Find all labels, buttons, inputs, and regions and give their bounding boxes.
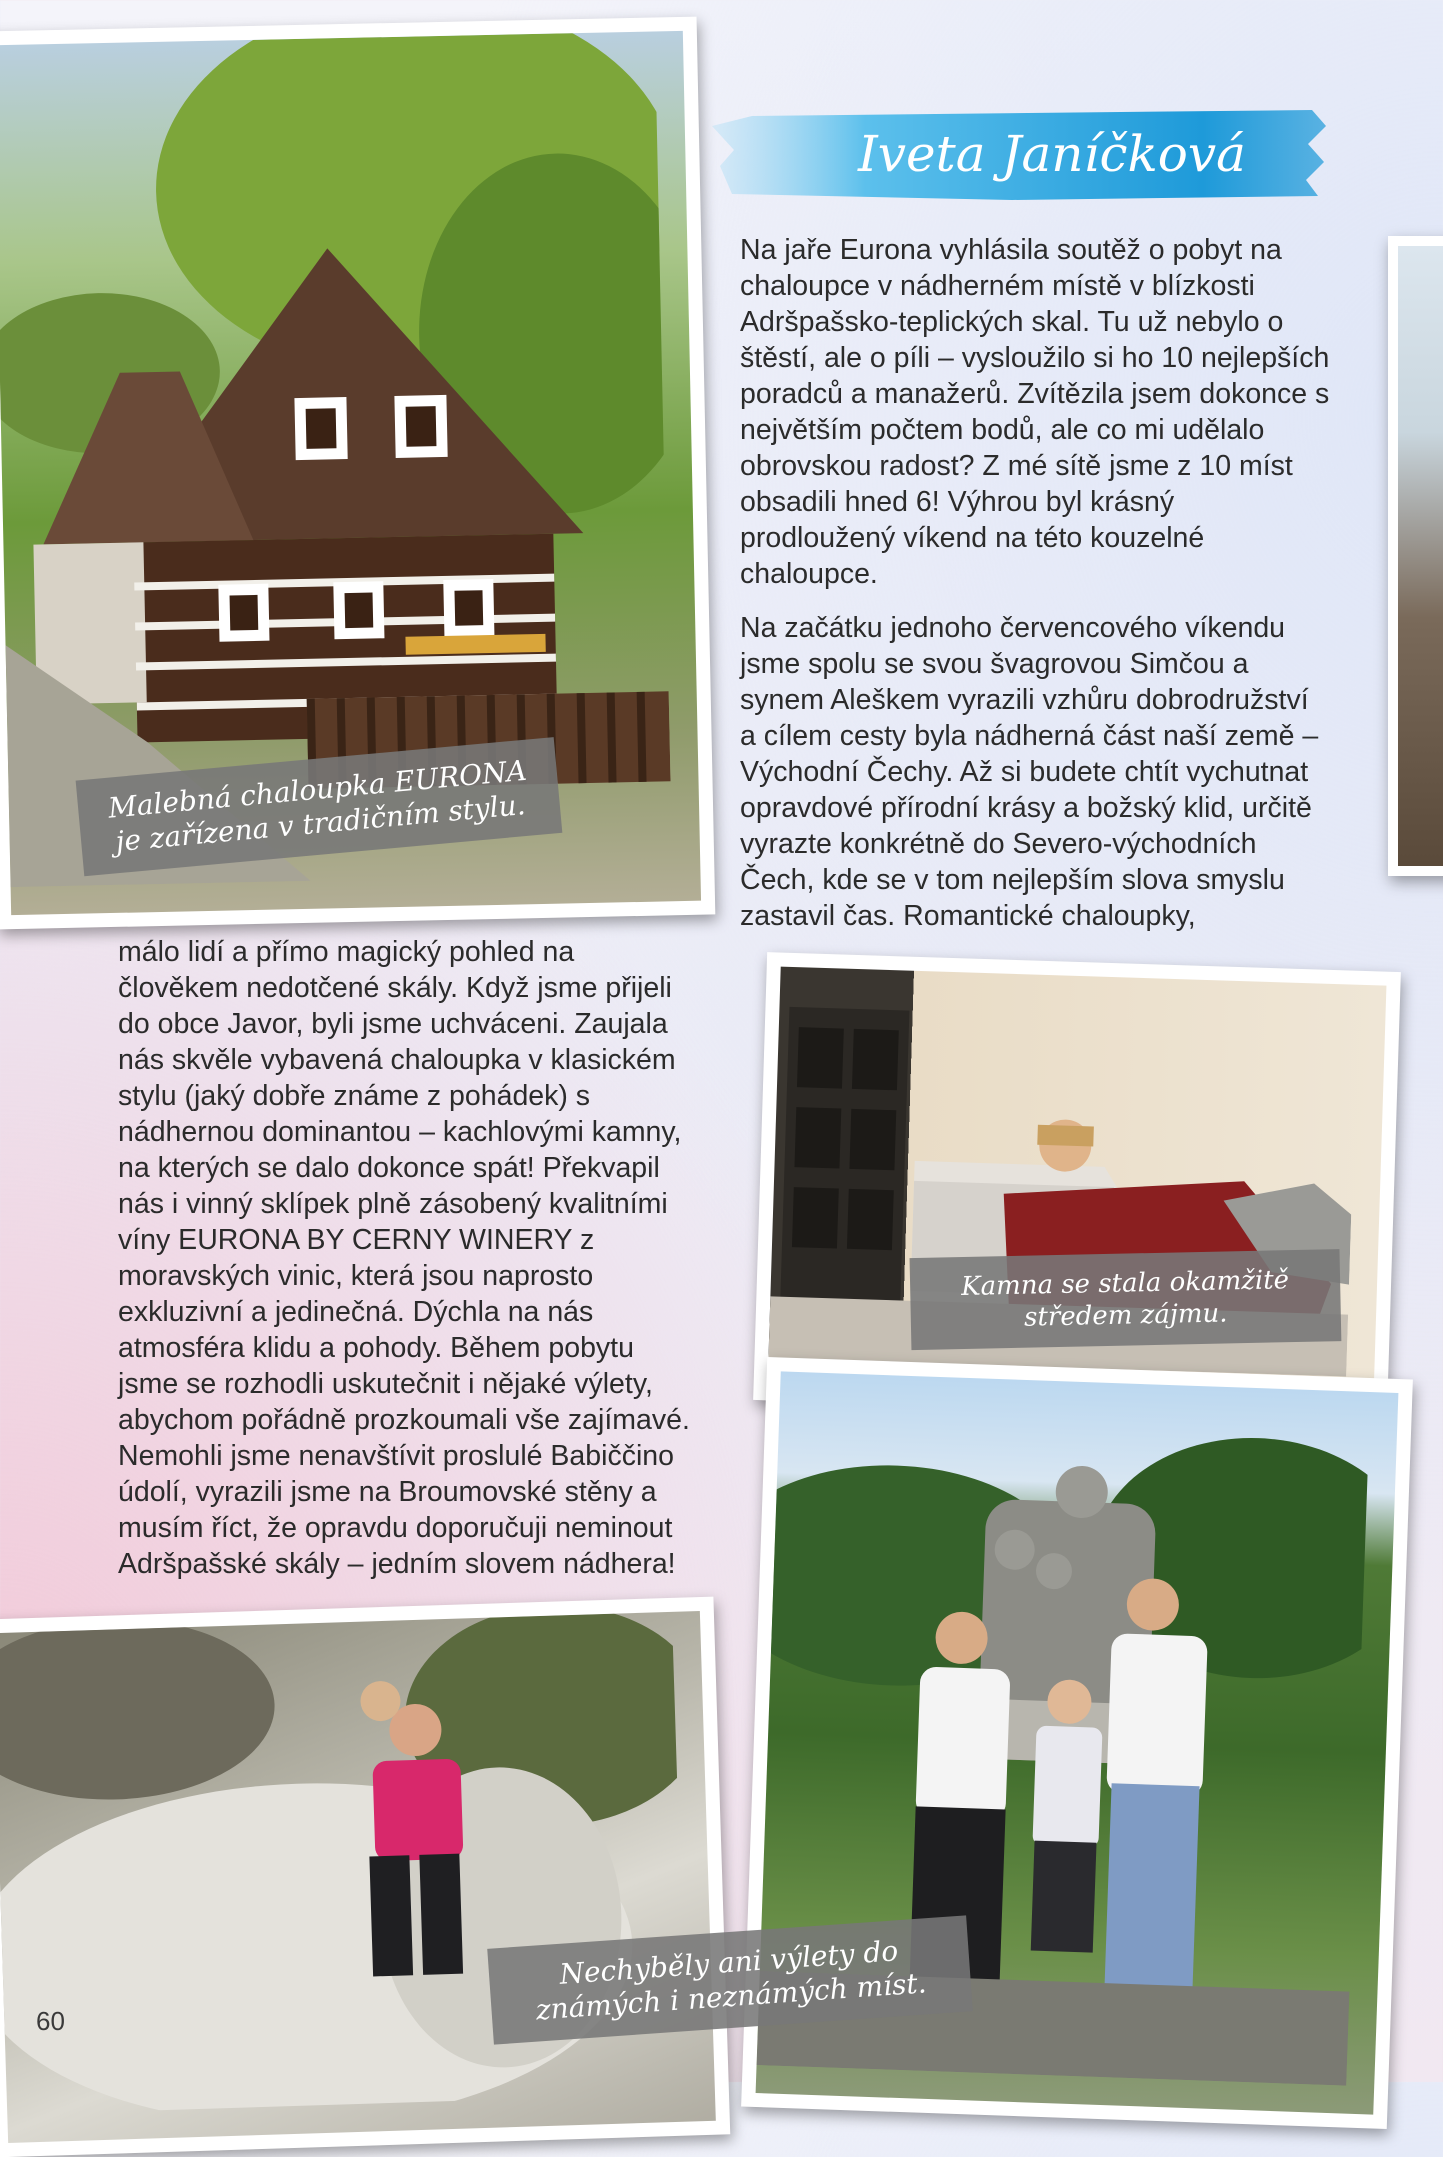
stove-photo <box>768 967 1387 1406</box>
article-text-column-left <box>118 934 698 1600</box>
cottage-photo <box>0 31 701 915</box>
paragraph-3: málo lidí a přímo magický pohled na člověkem nedotčené skály. Když jsme přijeli do obce Javor, byli jsme uchváceni. Zaujala nás skvěle vybavená chaloupka v klasickém stylu (jaký dobře známe z pohádek) s nádhernou dominantou – kachlovými kamny, na kterých se dalo dokonce spát! Překvapil nás i vinný sklípek plně zásobený kvalitními víny EURONA BY CERNY WINERY z moravských vinic, která jsou naprosto exkluzivní a jedinečná. Dýchla na nás atmosféra klidu a pohody. Během pobytu jsme se rozhodli uskutečnit i nějaké výlety, abychom pořádně prozkoumali vše zajímavé. Nemohli jsme nenavštívit proslulé Babiččino údolí, vyrazili jsme na Broumovské stěny a musím říct, že opravdu doporučuji neminout Adršpašské skály – jedním slovem nádhera! <box>118 936 690 1580</box>
edge-photo <box>1398 246 1443 866</box>
title-banner <box>712 106 1326 202</box>
rock-photo <box>0 1611 716 2143</box>
paragraph-2: Na začátku jednoho červencového víkendu jsme spolu se svou švagrovou Simčou a synem Aleškem vyrazili vzhůru dobrodružství a cílem cesty byla nádherná část naší země – Východní Čechy. Až si budete chtít vychutnat opravdové přírodní krásy a božský klid, určitě vyrazte konkrétně do Severo-východních Čech, kde se v tom nejlepším slova smyslu zastavil čas. Romantické chaloupky, <box>740 612 1319 932</box>
article-text-column-right <box>740 232 1330 952</box>
stove-caption: Kamna se stala okamžitě středem zájmu. <box>910 1249 1342 1350</box>
stove-photo-frame <box>753 952 1401 1420</box>
paragraph-1: Na jaře Eurona vyhlásila soutěž o pobyt na chaloupce v nádherném místě v blízkosti Adršpašsko-teplických skal. Tu už nebylo o štěstí, ale o píli – vysloužilo si ho 10 nejlepších poradců a manažerů. Zvítězila jsem dokonce s největším počtem bodů, ale co mi udělalo obrovskou radost? Z mé sítě jsme z 10 míst obsadili hned 6! Výhrou byl krásný prodloužený víkend na této kouzelné chaloupce. <box>740 234 1330 590</box>
page-number: 60 <box>36 2006 65 2036</box>
page-title: Iveta Janíčková <box>858 125 1246 183</box>
trips-caption: Nechyběly ani výlety do známých i neznámých míst. <box>487 1915 973 2044</box>
cottage-photo-frame <box>0 17 715 930</box>
edge-photo-frame <box>1388 236 1443 876</box>
rock-photo-frame <box>0 1597 730 2157</box>
cottage-caption: Malebná chaloupka EURONA je zařízena v tradičním stylu. <box>76 737 563 876</box>
